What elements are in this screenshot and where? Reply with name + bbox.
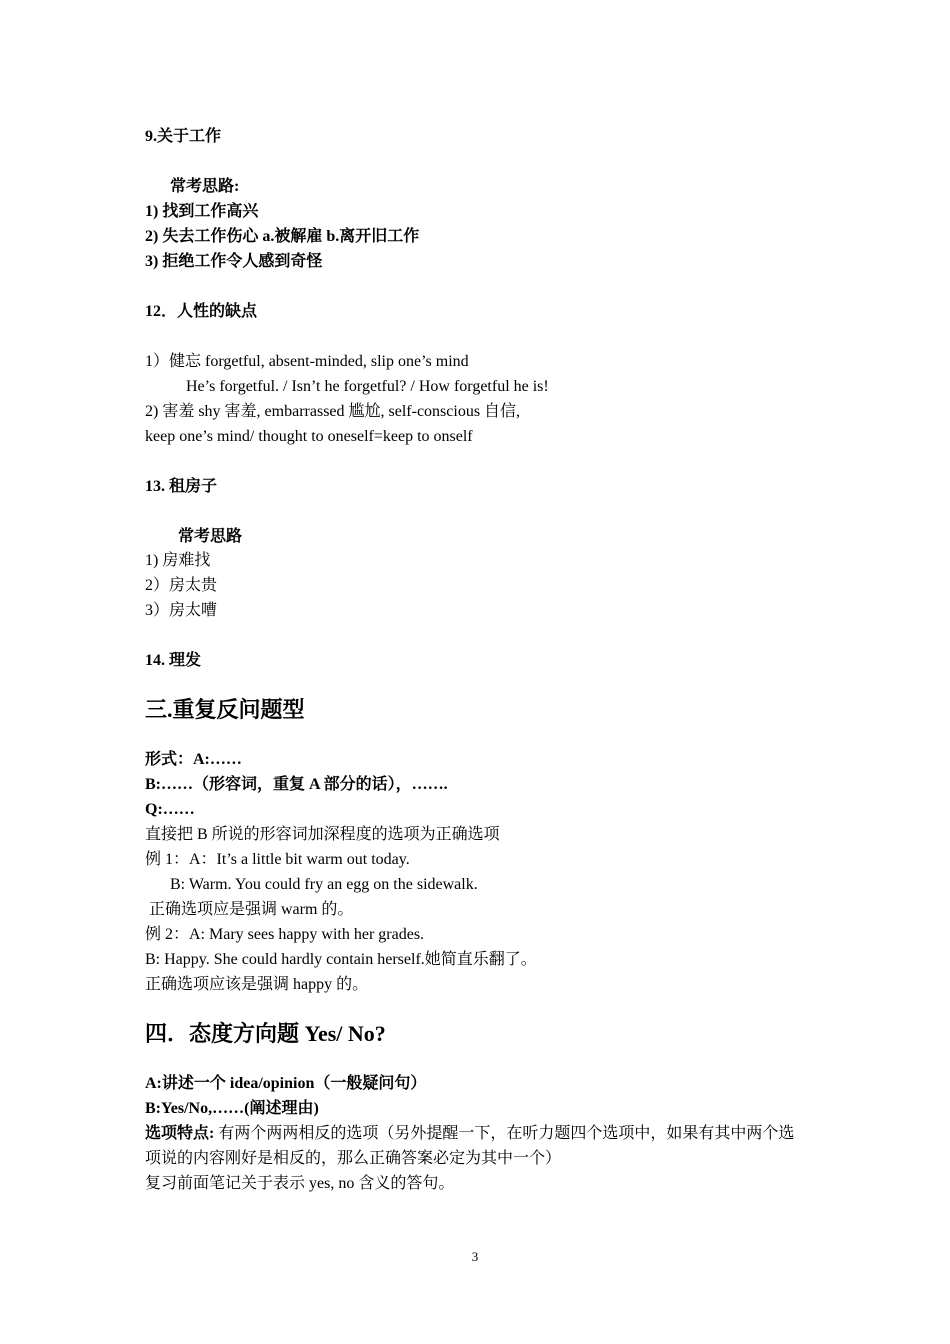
list-item: 2）房太贵 [145, 577, 218, 594]
section-12-title: 12．人性的缺点 [145, 303, 258, 320]
feature-label: 选项特点: [145, 1125, 215, 1142]
form-line: B:Yes/No,……(阐述理由) [145, 1100, 319, 1117]
text-line: 例 2：A: Mary sees happy with her grades. [145, 926, 425, 943]
section-9-subtitle: 常考思路: [170, 178, 240, 195]
form-line: 形式：A:…… [145, 751, 242, 768]
section-9-title: 9.关于工作 [145, 128, 222, 145]
list-item: 3) 拒绝工作令人感到奇怪 [145, 253, 323, 270]
text-line: B: Warm. You could fry an egg on the sidewalk. [170, 876, 478, 893]
text-line: 例 1：A：It’s a little bit warm out today. [145, 851, 410, 868]
page-number: 3 [471, 1249, 479, 1264]
text-line: 复习前面笔记关于表示 yes, no 含义的答句。 [145, 1175, 455, 1192]
text-line: B: Happy. She could hardly contain herself.她简直乐翻了。 [145, 951, 537, 968]
list-item: 1) 找到工作高兴 [145, 203, 259, 220]
text-line: 直接把 B 所说的形容词加深程度的选项为正确选项 [145, 826, 500, 843]
list-item: 1) 房难找 [145, 552, 211, 569]
option-feature-paragraph [145, 1121, 810, 1171]
form-line: A:讲述一个 idea/opinion（一般疑问句） [145, 1075, 427, 1092]
form-line: Q:…… [145, 801, 195, 818]
text-line: He’s forgetful. / Isn’t he forgetful? / How forgetful he is! [186, 378, 549, 395]
text-line: 正确选项应是强调 warm 的。 [149, 901, 354, 918]
feature-text: 有两个两两相反的选项（另外提醒一下，在听力题四个选项中，如果有其中两个选项说的内容刚好是相反的，那么正确答案必定为其中一个） [145, 1125, 795, 1167]
form-line: B:……（形容词，重复 A 部分的话），……. [145, 776, 448, 793]
section-13-subtitle: 常考思路 [178, 528, 243, 545]
section-14-title: 14. 理发 [145, 652, 202, 669]
section-13-title: 13. 租房子 [145, 478, 218, 495]
list-item: 3）房太嘈 [145, 602, 218, 619]
list-item: 2) 失去工作伤心 a.被解雇 b.离开旧工作 [145, 228, 420, 245]
text-line: 正确选项应该是强调 happy 的。 [145, 976, 369, 993]
part-4-heading: 四．态度方向题 Yes/ No? [145, 1021, 386, 1046]
text-line: keep one’s mind/ thought to oneself=keep to onself [145, 428, 473, 445]
text-line: 2) 害羞 shy 害羞, embarrassed 尴尬, self-conscious 自信, [145, 403, 521, 420]
part-3-heading: 三.重复反问题型 [145, 697, 305, 722]
text-line: 1）健忘 forgetful, absent-minded, slip one’s mind [145, 353, 469, 370]
